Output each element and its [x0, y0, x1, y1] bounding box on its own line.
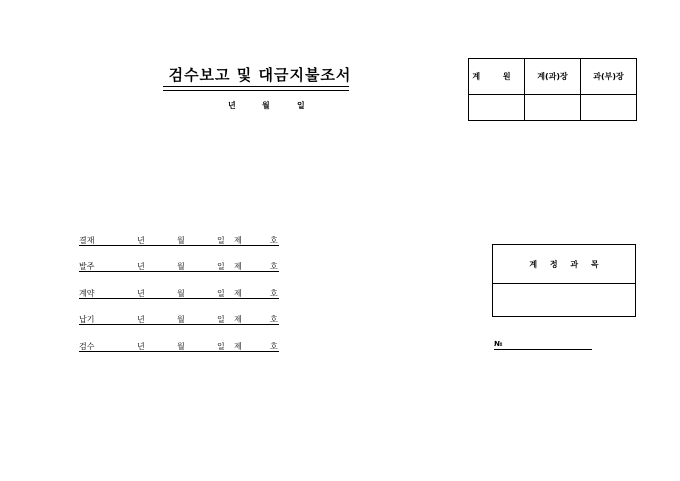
record-month: 월: [177, 342, 185, 351]
record-number: 제: [234, 342, 242, 351]
record-suffix: 호: [270, 289, 278, 298]
account-subject-header: 계 정 과 목: [493, 245, 635, 284]
date-year-label: 년: [228, 101, 236, 110]
record-number: 제: [234, 289, 242, 298]
record-month: 월: [177, 236, 185, 245]
document-title: 검수보고 및 대금지불조서: [168, 66, 352, 84]
number-field-label: №: [494, 340, 503, 348]
record-suffix: 호: [270, 315, 278, 324]
record-day: 일: [217, 262, 225, 271]
record-row-order: [79, 261, 279, 272]
account-subject-value-cell[interactable]: [493, 284, 635, 317]
number-field[interactable]: [494, 340, 592, 350]
date-month-label: 월: [262, 101, 270, 110]
record-year: 년: [137, 315, 145, 324]
record-row-approval: [79, 235, 279, 246]
approval-header-section-chief: 계(과)장: [525, 59, 581, 95]
record-year: 년: [137, 262, 145, 271]
record-label: 결재: [79, 236, 95, 245]
record-suffix: 호: [270, 342, 278, 351]
record-month: 월: [177, 289, 185, 298]
record-label: 발주: [79, 262, 95, 271]
record-year: 년: [137, 342, 145, 351]
approval-sign-staff[interactable]: [469, 95, 525, 121]
record-row-inspection: [79, 341, 279, 352]
record-day: 일: [217, 236, 225, 245]
date-day-label: 일: [297, 101, 305, 110]
record-label: 계약: [79, 289, 95, 298]
approval-header-staff: 계 원: [469, 59, 525, 95]
record-year: 년: [137, 236, 145, 245]
record-row-delivery: [79, 314, 279, 325]
record-number: 제: [234, 315, 242, 324]
record-year: 년: [137, 289, 145, 298]
record-number: 제: [234, 262, 242, 271]
approval-table: [468, 58, 637, 121]
record-month: 월: [177, 262, 185, 271]
approval-sign-department-head[interactable]: [581, 95, 637, 121]
record-suffix: 호: [270, 262, 278, 271]
record-number: 제: [234, 236, 242, 245]
approval-sign-section-chief[interactable]: [525, 95, 581, 121]
record-day: 일: [217, 289, 225, 298]
record-label: 납기: [79, 315, 95, 324]
record-suffix: 호: [270, 236, 278, 245]
record-row-contract: [79, 288, 279, 299]
record-day: 일: [217, 315, 225, 324]
record-month: 월: [177, 315, 185, 324]
record-day: 일: [217, 342, 225, 351]
approval-header-department-head: 과(부)장: [581, 59, 637, 95]
account-subject-box: [492, 244, 636, 317]
record-label: 검수: [79, 342, 95, 351]
title-double-rule: [163, 86, 349, 91]
